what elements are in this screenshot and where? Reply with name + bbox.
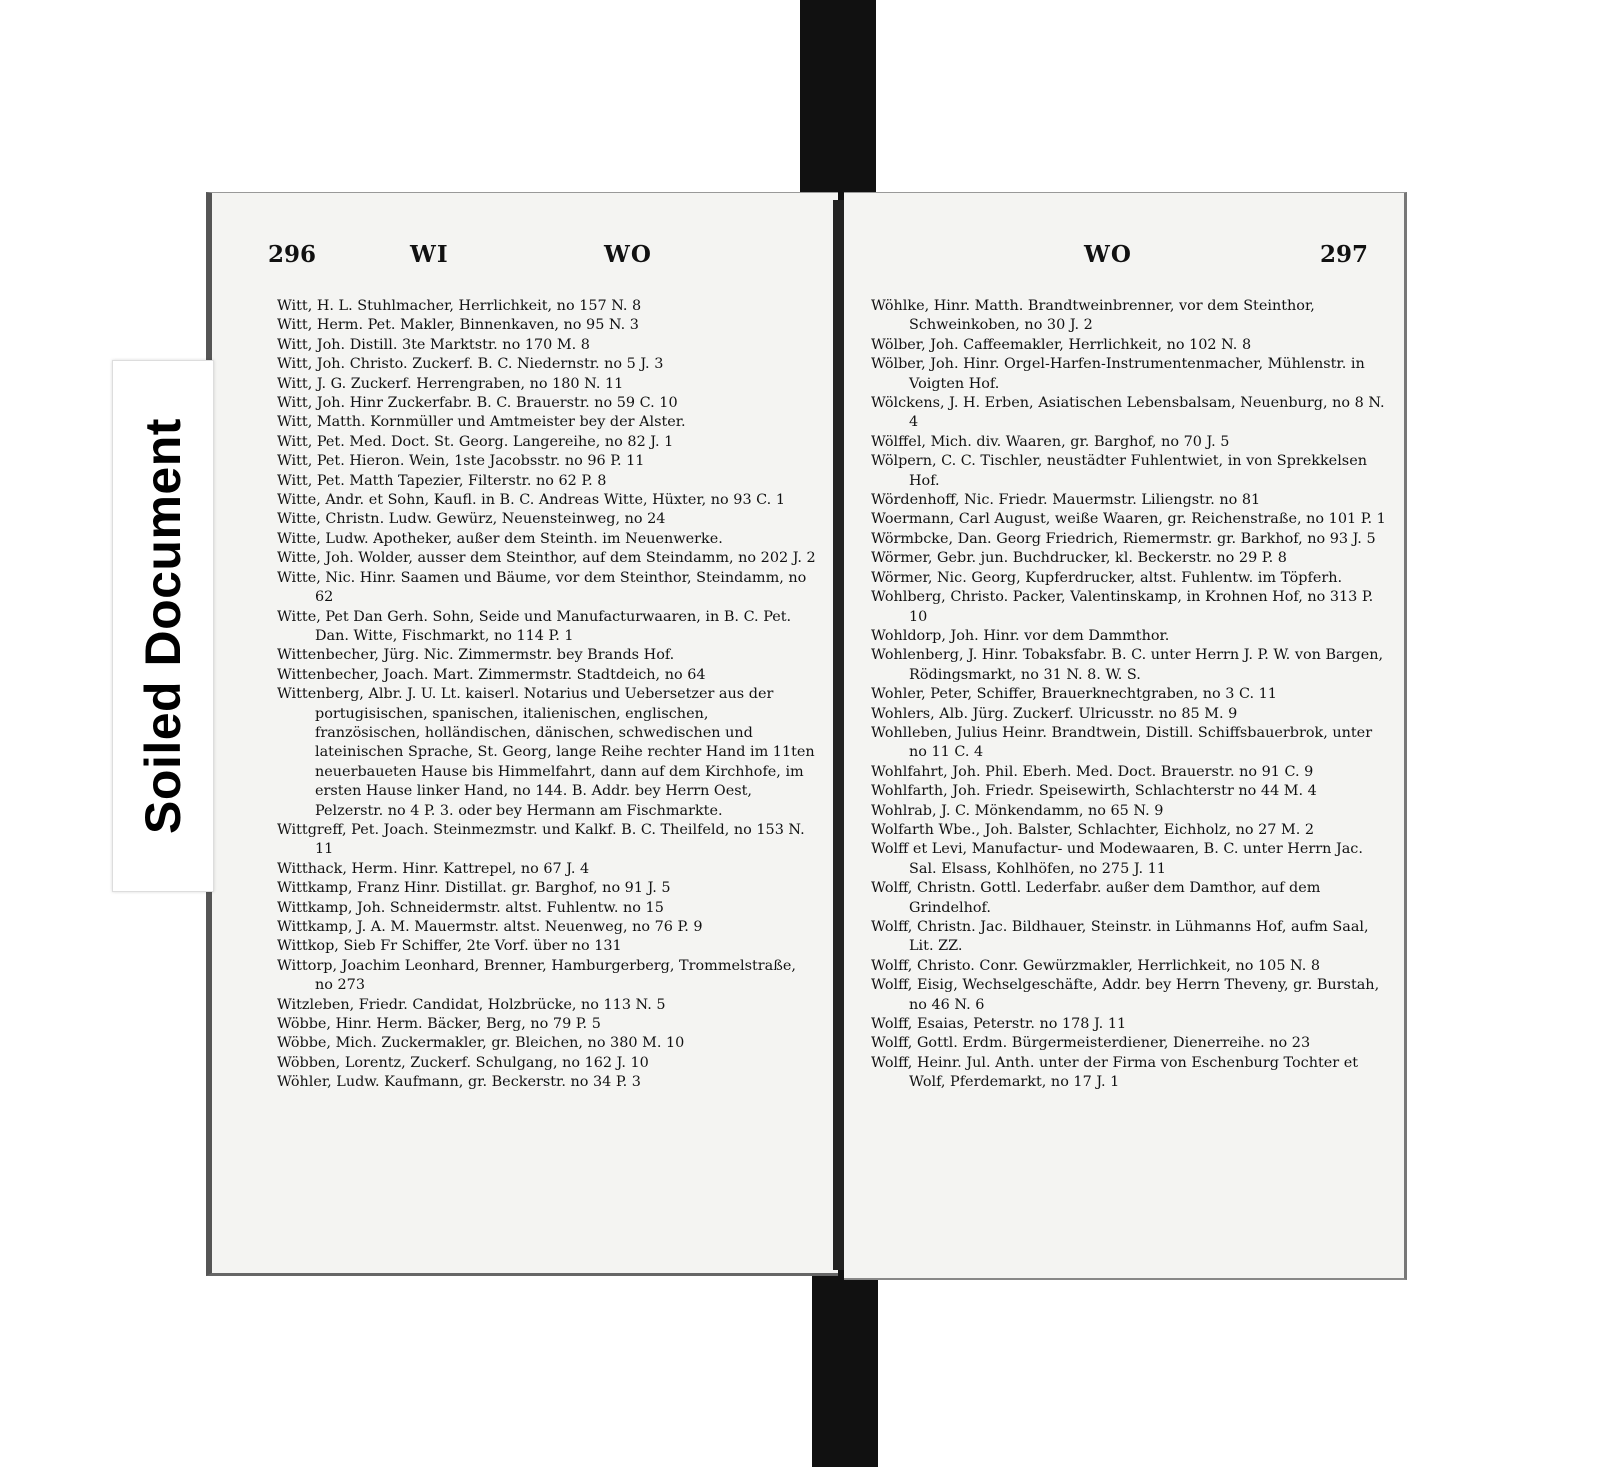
left-page-header [212, 241, 838, 281]
directory-entry: Wörmbcke, Dan. Georg Friedrich, Riemermstr. gr. Barkhof, no 93 J. 5 [871, 530, 1376, 547]
directory-entry: Wolff et Levi, Manufactur- und Modewaaren, B. C. unter Herrn Jac. Sal. Elsass, Kohlhöfen, no 275 J. 11 [871, 841, 1363, 877]
directory-entry: Woermann, Carl August, weiße Waaren, gr. Reichenstraße, no 101 P. 1 [871, 511, 1386, 528]
directory-entry: Wohlfarth, Joh. Friedr. Speisewirth, Schlachterstr no 44 M. 4 [871, 783, 1317, 800]
directory-entry: Witt, Pet. Hieron. Wein, 1ste Jacobsstr. no 96 P. 11 [277, 453, 645, 470]
directory-entry: Wittenbecher, Joach. Mart. Zimmermstr. Stadtdeich, no 64 [277, 666, 706, 683]
directory-entry: Wöbbe, Mich. Zuckermakler, gr. Bleichen, no 380 M. 10 [277, 1035, 685, 1052]
directory-entry: Wolff, Eisig, Wechselgeschäfte, Addr. bey Herrn Theveny, gr. Burstah, no 46 N. 6 [871, 977, 1380, 1013]
directory-entry: Wördenhoff, Nic. Friedr. Mauermstr. Liliengstr. no 81 [871, 492, 1261, 509]
directory-entry: Witte, Pet Dan Gerh. Sohn, Seide und Manufacturwaaren, in B. C. Pet. Dan. Witte, Fischmarkt, no 114 P. 1 [277, 608, 792, 644]
right-page [844, 192, 1407, 1280]
directory-entry: Witte, Andr. et Sohn, Kaufl. in B. C. Andreas Witte, Hüxter, no 93 C. 1 [277, 492, 785, 509]
directory-entry: Wohlenberg, J. Hinr. Tobaksfabr. B. C. unter Herrn J. P. W. von Bargen, Rödingsmarkt, no 31 N. 8. W. S. [871, 647, 1384, 683]
directory-entry: Wittkamp, Franz Hinr. Distillat. gr. Barghof, no 91 J. 5 [277, 880, 671, 897]
directory-entry: Witt, J. G. Zuckerf. Herrengraben, no 180 N. 11 [277, 375, 624, 392]
directory-entry: Wohlers, Alb. Jürg. Zuckerf. Ulricusstr. no 85 M. 9 [871, 705, 1238, 722]
directory-entry: Wolfarth Wbe., Joh. Balster, Schlachter, Eichholz, no 27 M. 2 [871, 821, 1315, 838]
directory-entry: Wörmer, Gebr. jun. Buchdrucker, kl. Beckerstr. no 29 P. 8 [871, 550, 1287, 567]
directory-entry: Witt, Joh. Christo. Zuckerf. B. C. Niedernstr. no 5 J. 3 [277, 356, 664, 373]
directory-entry: Wöbben, Lorentz, Zuckerf. Schulgang, no 162 J. 10 [277, 1054, 649, 1071]
directory-entry: Witte, Joh. Wolder, ausser dem Steinthor, auf dem Steindamm, no 202 J. 2 [277, 550, 816, 567]
directory-entry: Wolff, Christn. Jac. Bildhauer, Steinstr. in Lühmanns Hof, aufm Saal, Lit. ZZ. [871, 919, 1369, 955]
directory-entry: Wölckens, J. H. Erben, Asiatischen Lebensbalsam, Neuenburg, no 8 N. 4 [871, 395, 1385, 431]
directory-entry: Wolff, Esaias, Peterstr. no 178 J. 11 [871, 1016, 1127, 1033]
directory-entry: Wölffel, Mich. div. Waaren, gr. Barghof, no 70 J. 5 [871, 433, 1230, 450]
directory-entry: Wohlberg, Christo. Packer, Valentinskamp, in Krohnen Hof, no 313 P. 10 [871, 589, 1374, 625]
page-number-right: 297 [1320, 241, 1369, 268]
directory-entry: Wohlrab, J. C. Mönkendamm, no 65 N. 9 [871, 802, 1164, 819]
directory-entry: Wolff, Gottl. Erdm. Bürgermeisterdiener, Dienerreihe. no 23 [871, 1035, 1311, 1052]
directory-entry: Wittgreff, Pet. Joach. Steinmezmstr. und Kalkf. B. C. Theilfeld, no 153 N. 11 [277, 821, 805, 858]
directory-entry: Wölpern, C. C. Tischler, neustädter Fuhlentwiet, in von Sprekkelsen Hof. [871, 453, 1367, 489]
directory-entry: Witte, Ludw. Apotheker, außer dem Steinth. im Neuenwerke. [277, 530, 723, 547]
directory-entry: Wittkamp, J. A. M. Mauermstr. altst. Neuenweg, no 76 P. 9 [277, 919, 703, 935]
directory-entry: Wittenbecher, Jürg. Nic. Zimmermstr. bey Brands Hof. [277, 647, 675, 664]
stamp-label: Soiled Document [135, 418, 191, 834]
running-head-wi: WI [410, 241, 449, 268]
running-head-wo-right: WO [1084, 241, 1132, 268]
directory-entry: Wohldorp, Joh. Hinr. vor dem Dammthor. [871, 627, 1170, 644]
directory-entry: Witt, Joh. Distill. 3te Marktstr. no 170 M. 8 [277, 336, 590, 353]
directory-entry: Witte, Christn. Ludw. Gewürz, Neuensteinweg, no 24 [277, 511, 666, 528]
binding-strip-top [800, 0, 876, 206]
directory-entry: Wolff, Christn. Gottl. Lederfabr. außer dem Damthor, auf dem Grindelhof. [871, 880, 1321, 916]
directory-entry: Wohlfahrt, Joh. Phil. Eberh. Med. Doct. Brauerstr. no 91 C. 9 [871, 763, 1314, 780]
directory-entry: Witte, Nic. Hinr. Saamen und Bäume, vor dem Steinthor, Steindamm, no 62 [277, 569, 807, 606]
running-head-wo-left: WO [604, 241, 652, 268]
right-page-header [844, 241, 1404, 281]
directory-entry: Wölber, Joh. Hinr. Orgel-Harfen-Instrumentenmacher, Mühlenstr. in Voigten Hof. [871, 356, 1365, 392]
left-page [206, 192, 838, 1276]
directory-entry: Witt, Pet. Med. Doct. St. Georg. Langereihe, no 82 J. 1 [277, 433, 674, 450]
directory-entry: Witt, Matth. Kornmüller und Amtmeister bey der Alster. [277, 414, 686, 431]
directory-entry: Wolff, Christo. Conr. Gewürzmakler, Herrlichkeit, no 105 N. 8 [871, 957, 1321, 974]
directory-entry: Witt, Herm. Pet. Makler, Binnenkaven, no 95 N. 3 [277, 317, 639, 334]
directory-entry: Wohlleben, Julius Heinr. Brandtwein, Distill. Schiffsbauerbrok, unter no 11 C. 4 [871, 724, 1373, 761]
directory-entry: Witt, Joh. Hinr Zuckerfabr. B. C. Brauerstr. no 59 C. 10 [277, 395, 678, 412]
directory-entry: Wörmer, Nic. Georg, Kupferdrucker, altst. Fuhlentw. im Töpferh. [871, 569, 1343, 586]
directory-entry: Wittorp, Joachim Leonhard, Brenner, Hamburgerberg, Trommelstraße, no 273 [277, 957, 796, 994]
directory-entry: Wolff, Heinr. Jul. Anth. unter der Firma von Eschenburg Tochter et Wolf, Pferdemarkt, no 17 J. 1 [871, 1054, 1359, 1091]
soiled-document-stamp [112, 360, 214, 892]
directory-entry: Witt, Pet. Matth Tapezier, Filterstr. no 62 P. 8 [277, 472, 607, 489]
directory-entry: Wittenberg, Albr. J. U. Lt. kaiserl. Notarius und Uebersetzer aus der portugisischen, spanischen, italienischen, englischen, französischen, holländischen, dänischen, schwedischen und lateinischen Sprache, St. Georg, lange Reihe rechter Hand im 11ten neuerbaueten Hause bis Himmelfahrt, dann auf dem Kirchhofe, im ersten Hause linker Hand, no 144. B. Addr. bey Herrn Oest, Pelzerstr. no 4 P. 3. oder bey Hermann am Fischmarkte. [277, 686, 815, 819]
directory-entry: Witthack, Herm. Hinr. Kattrepel, no 67 J. 4 [277, 860, 590, 877]
directory-entry: Witt, H. L. Stuhlmacher, Herrlichkeit, no 157 N. 8 [277, 298, 642, 314]
directory-entry: Wöbbe, Hinr. Herm. Bäcker, Berg, no 79 P. 5 [277, 1016, 601, 1033]
left-entry-list [277, 297, 817, 1093]
directory-entry: Wittkamp, Joh. Schneidermstr. altst. Fuhlentw. no 15 [277, 899, 664, 916]
binding-strip-bottom [812, 1268, 878, 1467]
directory-entry: Wöhlke, Hinr. Matth. Brandtweinbrenner, vor dem Steinthor, Schweinkoben, no 30 J. 2 [871, 298, 1315, 334]
directory-entry: Witzleben, Friedr. Candidat, Holzbrücke, no 113 N. 5 [277, 996, 666, 1013]
page-number-left: 296 [268, 241, 317, 268]
right-entry-list [871, 297, 1387, 1093]
directory-entry: Wöhler, Ludw. Kaufmann, gr. Beckerstr. no 34 P. 3 [277, 1074, 641, 1091]
directory-entry: Wittkop, Sieb Fr Schiffer, 2te Vorf. über no 131 [277, 938, 622, 955]
directory-entry: Wohler, Peter, Schiffer, Brauerknechtgraben, no 3 C. 11 [871, 686, 1277, 703]
directory-entry: Wölber, Joh. Caffeemakler, Herrlichkeit, no 102 N. 8 [871, 336, 1252, 353]
